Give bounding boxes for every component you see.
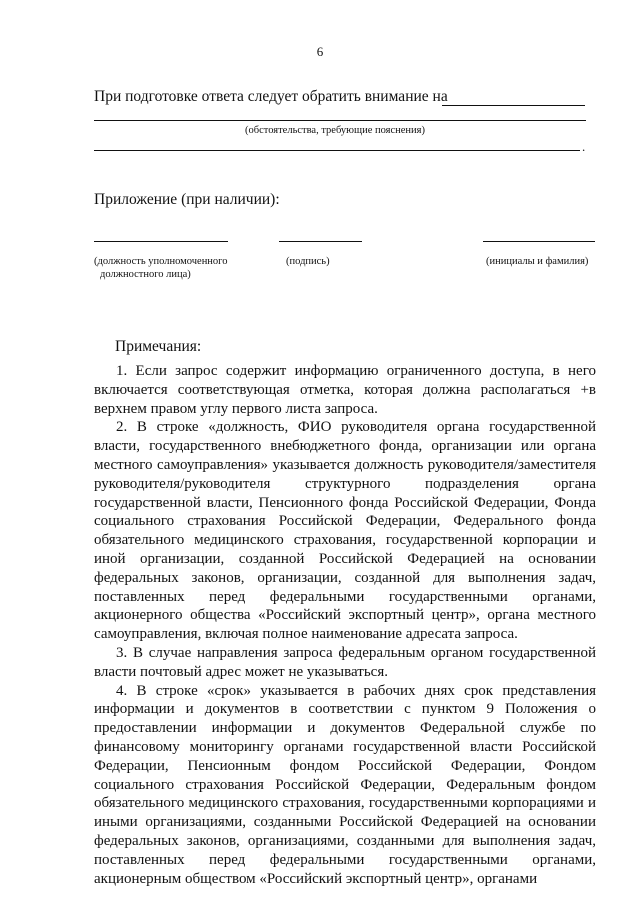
name-caption: (инициалы и фамилия): [486, 256, 589, 267]
attention-second-line: [94, 120, 586, 121]
signature-caption: (подпись): [286, 256, 330, 267]
note-item-2: 2. В строке «должность, ФИО руководителя органа государственной власти, государственного внебюджетного фонда, организации или органа местного самоуправления» указывается должность руководителя/заместителя руководителя/руководителя структурного подразделения органа государственной власти, Пенсионного фонда Российской Федерации, Фонда социального страхования Российской Федерации, Федерального фонда обязательного медицинского страхования, государственной корпорации и иной организации, созданной Российской Федерацией на основании федеральных законов, организации, созданной для выполнения задач, поставленных перед федеральными государственными органами, акционерного общества «Российский экспортный центр», органа местного самоуправления, включая полное наименование адресата запроса.: [94, 419, 596, 643]
position-caption-line2: должностного лица): [100, 269, 191, 280]
note-item-1: 1. Если запрос содержит информацию ограниченного доступа, в него включается соответствующая отметка, которая должна располагаться +в верхнем правом углу первого листа запроса.: [94, 363, 596, 417]
attention-trailing-mark: .: [582, 139, 586, 154]
attention-label: При подготовке ответа следует обратить внимание на: [94, 88, 448, 105]
name-signature-line: [483, 241, 595, 242]
signature-line: [279, 241, 362, 242]
page-number: 6: [316, 44, 324, 59]
notes-title: Примечания:: [115, 338, 202, 355]
position-signature-line: [94, 241, 228, 242]
appendix-label: Приложение (при наличии):: [94, 191, 280, 208]
note-item-3: 3. В случае направления запроса федеральным органом государственной власти почтовый адрес может не указываться.: [94, 644, 596, 680]
attention-third-line: [94, 150, 580, 151]
note-item-4: 4. В строке «срок» указывается в рабочих днях срок представления информации и документов в соответствии с пунктом 9 Положения о предоставлении информации и документов Федеральной службе по финансовому мониторингу органами государственной власти Российской Федерации, Пенсионным фондом Российской Федерации, Фондом социального страхования Российской Федерации, Федеральным фондом обязательного медицинского страхования, государственными корпорациями и иными организациями, созданными Российской Федерацией на основании федеральных законов, организациями, созданными для выполнения задач, поставленных перед федеральными государственными органами, акционерным обществом «Российский экспортный центр», органами: [94, 682, 596, 887]
notes-list: [94, 362, 596, 888]
attention-caption: (обстоятельства, требующие пояснения): [245, 125, 425, 136]
position-caption-line1: (должность уполномоченного: [94, 256, 228, 267]
attention-blank-line: [442, 105, 585, 106]
